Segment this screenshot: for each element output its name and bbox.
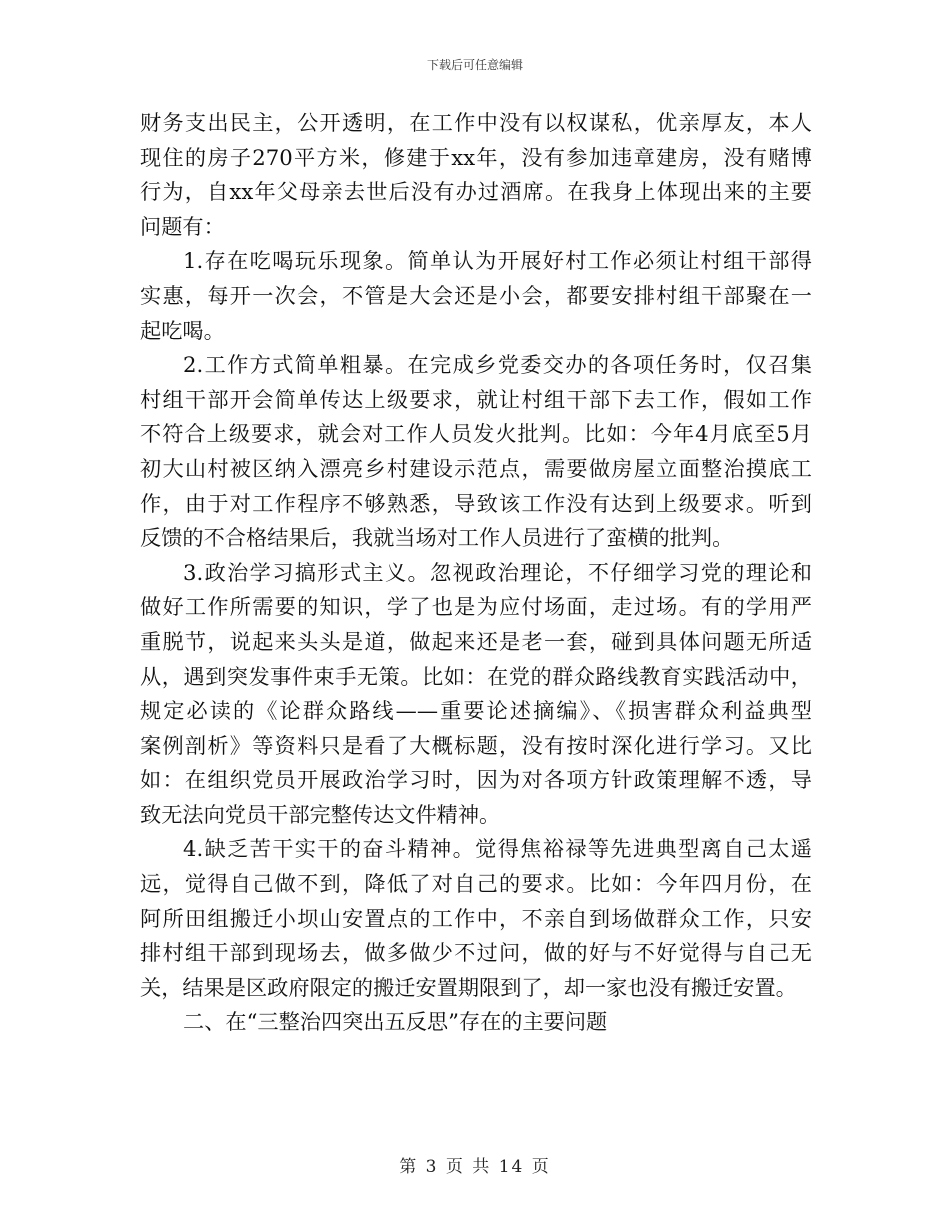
text-line: 排村组干部到现场去，做多做少不过问，做的好与不好觉得与自己无 <box>140 940 812 966</box>
text-line: 作，由于对工作程序不够熟悉，导致该工作没有达到上级要求。听到 <box>140 490 812 516</box>
text-line: 行为，自xx年父母亲去世后没有办过酒席。在我身上体现出来的主要 <box>140 179 812 205</box>
text-line: 二、在“三整治四突出五反思”存在的主要问题 <box>183 1009 608 1035</box>
text-line: 问题有： <box>140 213 225 239</box>
text-line: 初大山村被区纳入漂亮乡村建设示范点，需要做房屋立面整治摸底工 <box>140 455 812 481</box>
text-line: 现住的房子270平方米，修建于xx年，没有参加违章建房，没有赌博 <box>140 144 812 170</box>
page-number: 第 3 页 共 14 页 <box>399 1157 551 1177</box>
text-line: 反馈的不合格结果后，我就当场对工作人员进行了蛮横的批判。 <box>140 525 734 551</box>
text-line: 做好工作所需要的知识，学了也是为应付场面，走过场。有的学用严 <box>140 594 812 620</box>
text-line: 从，遇到突发事件束手无策。比如：在党的群众路线教育实践活动中， <box>140 663 812 689</box>
text-line: 致无法向党员干部完整传达文件精神。 <box>140 801 501 827</box>
text-line: 3.政治学习搞形式主义。忽视政治理论，不仔细学习党的理论和 <box>183 559 812 585</box>
text-line: 远，觉得自己做不到，降低了对自己的要求。比如：今年四月份，在 <box>140 871 812 897</box>
text-line: 重脱节，说起来头头是道，做起来还是老一套，碰到具体问题无所适 <box>140 628 812 654</box>
text-line: 如：在组织党员开展政治学习时，因为对各项方针政策理解不透，导 <box>140 767 812 793</box>
text-line: 规定必读的《论群众路线——重要论述摘编》、《损害群众利益典型 <box>140 698 812 724</box>
body-text <box>140 106 812 1040</box>
text-line: 2.工作方式简单粗暴。在完成乡党委交办的各项任务时，仅召集 <box>183 352 812 378</box>
text-line: 阿所田组搬迁小坝山安置点的工作中，不亲自到场做群众工作，只安 <box>140 905 812 931</box>
text-line: 财务支出民主，公开透明，在工作中没有以权谋私，优亲厚友，本人 <box>140 110 812 135</box>
text-line: 关，结果是区政府限定的搬迁安置期限到了，却一家也没有搬迁安置。 <box>140 974 797 1000</box>
text-line: 实惠，每开一次会，不管是大会还是小会，都要安排村组干部聚在一 <box>140 282 812 308</box>
text-line: 案例剖析》等资料只是看了大概标题，没有按时深化进行学习。又比 <box>140 732 812 758</box>
text-line: 村组干部开会简单传达上级要求，就让村组干部下去工作，假如工作 <box>140 386 812 412</box>
text-line: 4.缺乏苦干实干的奋斗精神。觉得焦裕禄等先进典型离自己太遥 <box>183 836 812 862</box>
text-line: 起吃喝。 <box>140 317 225 343</box>
page-header: 下载后可任意编辑 <box>426 58 523 72</box>
text-line: 不符合上级要求，就会对工作人员发火批判。比如：今年4月底至5月 <box>140 421 812 447</box>
text-line: 1.存在吃喝玩乐现象。简单认为开展好村工作必须让村组干部得 <box>183 248 812 274</box>
